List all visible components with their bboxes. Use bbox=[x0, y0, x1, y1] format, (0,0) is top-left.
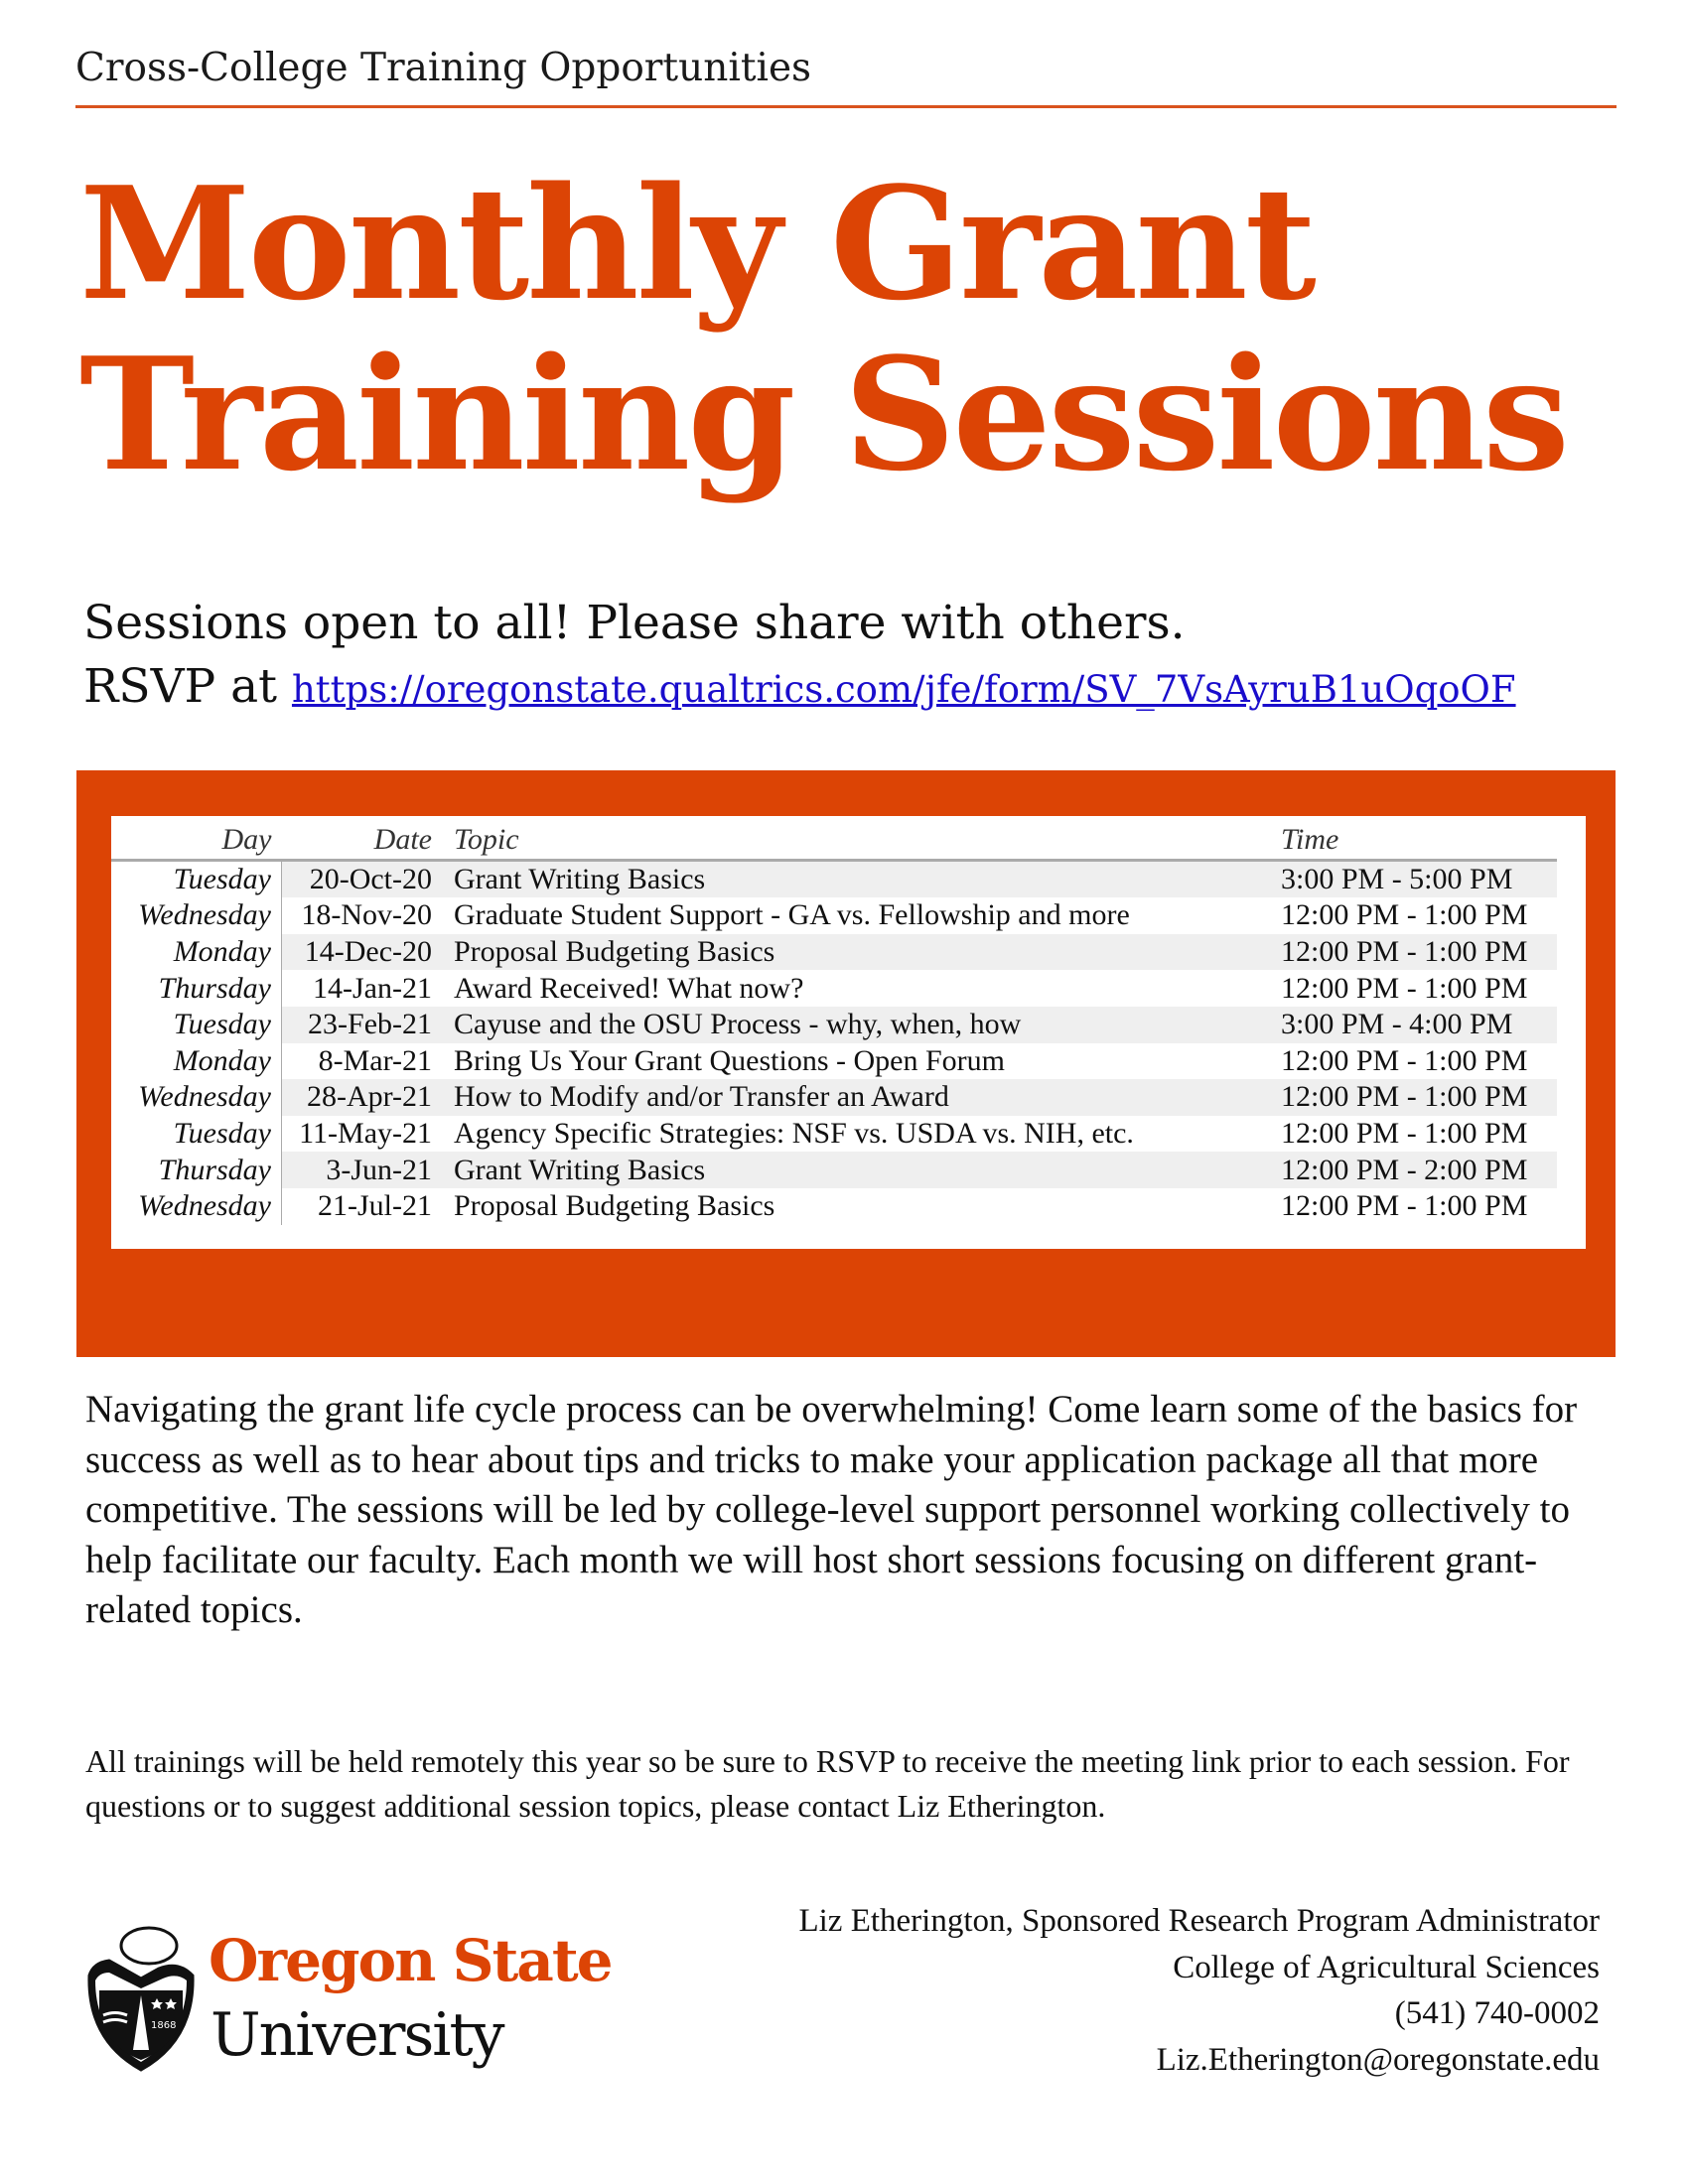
cell-date: 3-Jun-21 bbox=[282, 1152, 455, 1188]
cell-date: 28-Apr-21 bbox=[282, 1079, 455, 1116]
contact-name: Liz Etherington, Sponsored Research Program Administrator bbox=[798, 1903, 1600, 1939]
description-paragraph: Navigating the grant life cycle process can be overwhelming! Come learn some of the basics for success as well as to hear about tips and tricks to make your application package all that more competitive. The sessions will be led by college-level support personnel working collectively to help facilitate our faculty. Each month we will host short sessions focusing on different grant-related topics. bbox=[85, 1388, 1578, 1631]
cell-time: 12:00 PM - 1:00 PM bbox=[1281, 971, 1528, 1005]
cell-day: Wednesday bbox=[111, 897, 282, 934]
table-row bbox=[111, 1188, 1557, 1225]
cell-topic: Grant Writing Basics bbox=[454, 1152, 1281, 1188]
header-time: Time bbox=[1281, 822, 1557, 860]
logo-oregon-state: Oregon State bbox=[209, 1927, 612, 1994]
cell-date: 18-Nov-20 bbox=[301, 898, 432, 932]
cell-topic: Graduate Student Support - GA vs. Fellowship and more bbox=[454, 898, 1130, 932]
cell-topic: Grant Writing Basics bbox=[454, 860, 1281, 897]
header-title: Cross-College Training Opportunities bbox=[75, 46, 812, 90]
cell-date: 20-Oct-20 bbox=[282, 860, 455, 897]
cell-topic: Cayuse and the OSU Process - why, when, how bbox=[454, 1007, 1281, 1043]
cell-date: 23-Feb-21 bbox=[282, 1007, 455, 1043]
cell-time: 12:00 PM - 1:00 PM bbox=[1281, 934, 1557, 971]
header-day: Day bbox=[111, 822, 282, 860]
cell-time: 12:00 PM - 2:00 PM bbox=[1281, 1152, 1557, 1188]
table-row bbox=[111, 1043, 1557, 1080]
table-row bbox=[111, 897, 1557, 934]
cell-topic: Agency Specific Strategies: NSF vs. USDA vs. NIH, etc. bbox=[454, 1117, 1134, 1151]
header-date: Date bbox=[282, 822, 455, 860]
seal-year: 1868 bbox=[151, 2020, 177, 2031]
cell-day: Tuesday bbox=[111, 860, 282, 897]
cell-topic: Proposal Budgeting Basics bbox=[454, 1189, 775, 1223]
cell-time: 3:00 PM - 5:00 PM bbox=[1281, 860, 1557, 897]
osu-logo bbox=[79, 1921, 635, 2085]
cell-time: 3:00 PM - 4:00 PM bbox=[1281, 1007, 1557, 1043]
cell-time: 12:00 PM - 1:00 PM bbox=[1281, 1043, 1528, 1077]
cell-date: 21-Jul-21 bbox=[318, 1189, 432, 1223]
header-topic: Topic bbox=[454, 822, 1281, 860]
cell-topic: How to Modify and/or Transfer an Award bbox=[454, 1079, 1281, 1116]
contact-email[interactable]: Liz.Etherington@oregonstate.edu bbox=[1156, 2041, 1600, 2078]
logo-university: University bbox=[211, 2000, 503, 2070]
schedule-table-container bbox=[111, 816, 1586, 1249]
cell-time: 12:00 PM - 1:00 PM bbox=[1281, 1079, 1557, 1116]
cell-day: Monday bbox=[111, 934, 282, 971]
cell-day: Thursday bbox=[111, 1152, 282, 1188]
table-row bbox=[111, 1152, 1557, 1188]
cell-date: 14-Jan-21 bbox=[313, 971, 432, 1005]
table-row bbox=[111, 860, 1557, 897]
cell-topic: Proposal Budgeting Basics bbox=[454, 934, 1281, 971]
contact-block bbox=[798, 1898, 1600, 2083]
table-row bbox=[111, 1079, 1557, 1116]
cell-date: 14-Dec-20 bbox=[282, 934, 455, 971]
open-to-all-text: Sessions open to all! Please share with others. bbox=[83, 596, 1186, 650]
cell-day: Thursday bbox=[111, 970, 282, 1007]
cell-date: 8-Mar-21 bbox=[318, 1043, 432, 1077]
remote-note: All trainings will be held remotely this year so be sure to RSVP to receive the meeting link prior to each session. For questions or to suggest additional session topics, please contact Liz Etherington. bbox=[85, 1743, 1570, 1824]
cell-day: Monday bbox=[111, 1043, 282, 1080]
page-title-line1: Monthly Grant bbox=[79, 153, 1314, 335]
table-row bbox=[111, 934, 1557, 971]
rsvp-label: RSVP at bbox=[83, 659, 292, 714]
osu-seal-icon bbox=[79, 1921, 204, 2080]
table-row bbox=[111, 1007, 1557, 1043]
cell-topic: Award Received! What now? bbox=[454, 971, 804, 1005]
cell-time: 12:00 PM - 1:00 PM bbox=[1281, 1189, 1528, 1223]
cell-day: Tuesday bbox=[111, 1116, 282, 1153]
cell-day: Wednesday bbox=[111, 1188, 282, 1225]
cell-day: Wednesday bbox=[111, 1079, 282, 1116]
contact-phone: (541) 740-0002 bbox=[1394, 1995, 1600, 2031]
table-row bbox=[111, 970, 1557, 1007]
cell-time: 12:00 PM - 1:00 PM bbox=[1281, 898, 1528, 932]
cell-topic: Bring Us Your Grant Questions - Open Forum bbox=[454, 1043, 1005, 1077]
contact-college: College of Agricultural Sciences bbox=[1173, 1949, 1600, 1985]
cell-time: 12:00 PM - 1:00 PM bbox=[1281, 1117, 1528, 1151]
cell-date: 11-May-21 bbox=[299, 1117, 432, 1151]
header-divider bbox=[75, 105, 1617, 108]
table-header-row bbox=[111, 822, 1557, 860]
schedule-table bbox=[111, 822, 1557, 1225]
cell-day: Tuesday bbox=[111, 1007, 282, 1043]
page-title-line2: Training Sessions bbox=[79, 324, 1567, 505]
rsvp-link[interactable]: https://oregonstate.qualtrics.com/jfe/form/SV_7VsAyruB1uOqoOF bbox=[291, 668, 1516, 711]
rsvp-line bbox=[83, 659, 1516, 718]
table-row bbox=[111, 1116, 1557, 1153]
